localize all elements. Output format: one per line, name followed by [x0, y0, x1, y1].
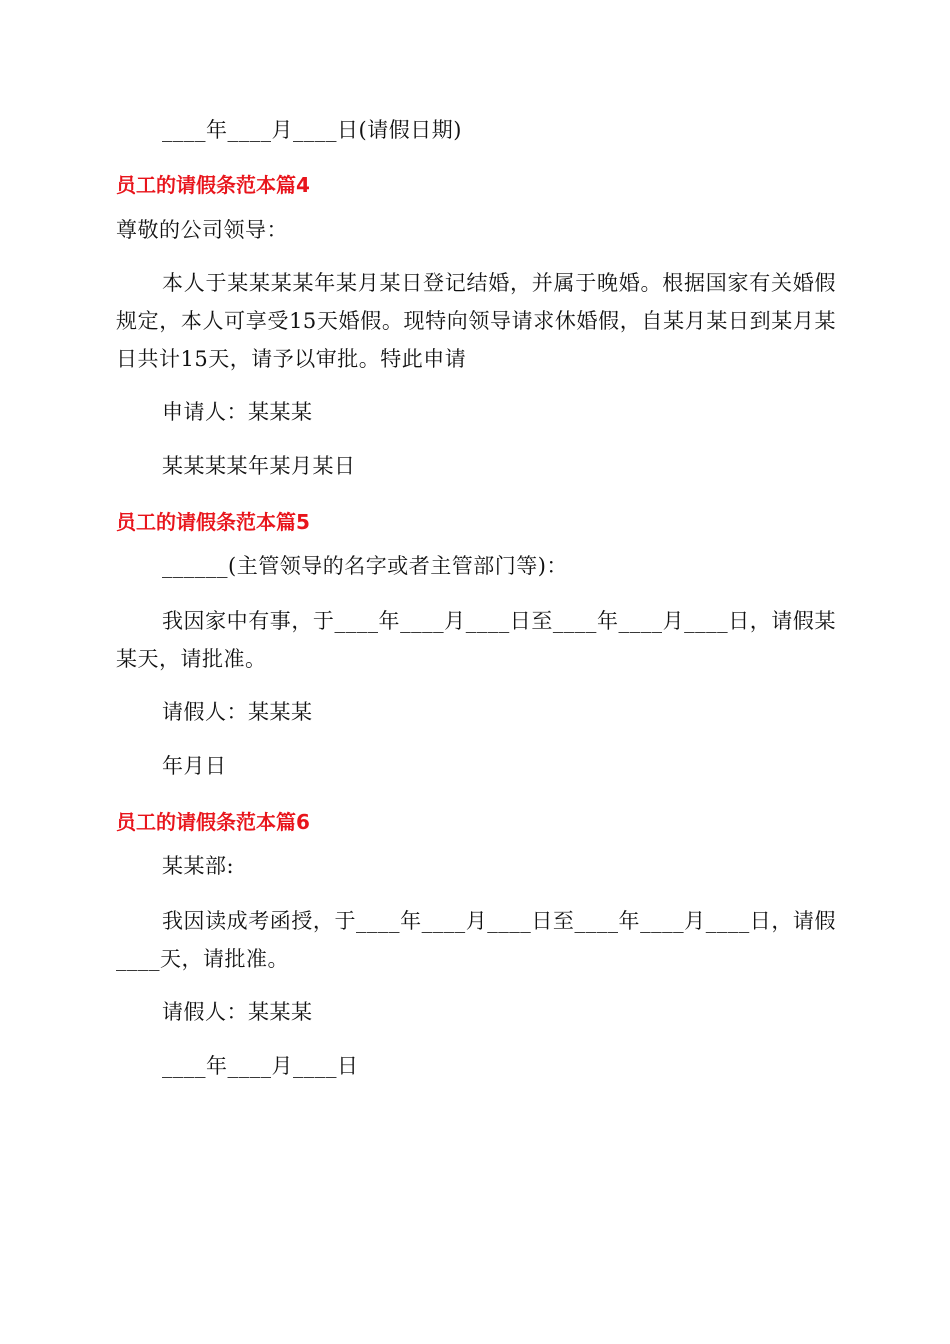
leave-date-line: ____年____月____日(请假日期)	[162, 118, 462, 142]
section-heading-4: 员工的请假条范本篇4	[116, 173, 310, 197]
applicant-line-4: 申请人：某某某	[162, 400, 313, 424]
date-line-4: 某某某某年某月某日	[162, 454, 356, 478]
body-paragraph-5: 我因家中有事，于____年____月____日至____年____月____日，请假某某天，请批准。	[116, 609, 836, 671]
body-paragraph-4: 本人于某某某某年某月某日登记结婚，并属于晚婚。根据国家有关婚假规定，本人可享受15天婚假。现特向领导请求休婚假，自某月某日到某月某日共计15天，请予以审批。特此申请	[116, 271, 836, 371]
body-paragraph-6: 我因读成考函授，于____年____月____日至____年____月____日，请假____天，请批准。	[116, 909, 836, 971]
date-line-6: ____年____月____日	[162, 1054, 359, 1078]
applicant-line-5: 请假人：某某某	[162, 700, 313, 724]
salutation-4: 尊敬的公司领导：	[116, 218, 288, 242]
section-heading-6: 员工的请假条范本篇6	[116, 810, 310, 834]
section-heading-5: 员工的请假条范本篇5	[116, 510, 310, 534]
applicant-line-6: 请假人：某某某	[162, 1000, 313, 1024]
salutation-6: 某某部:	[162, 854, 235, 878]
salutation-5: ______(主管领导的名字或者主管部门等)：	[162, 554, 568, 578]
date-line-5: 年月日	[162, 754, 227, 778]
